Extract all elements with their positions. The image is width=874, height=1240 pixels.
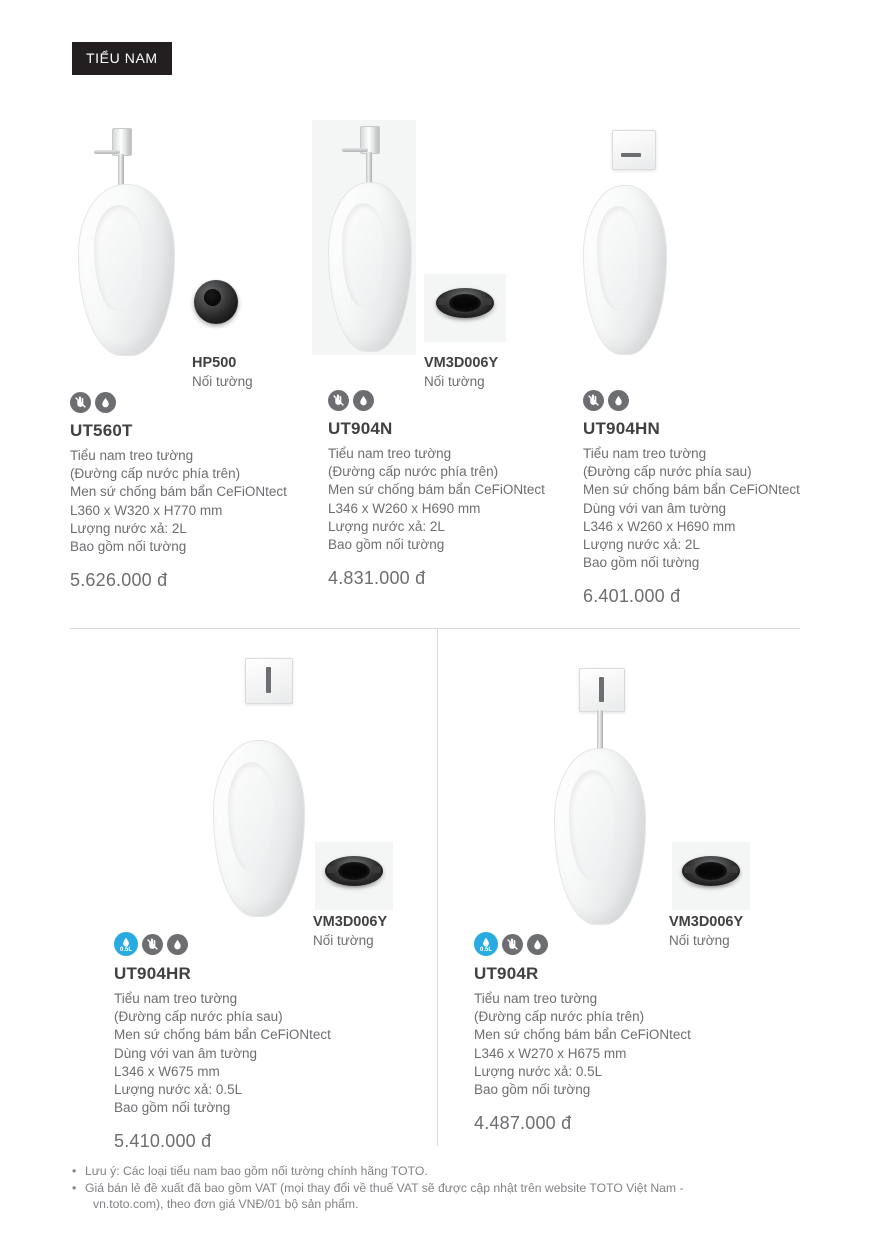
icon-group bbox=[328, 390, 578, 411]
product-price: 5.626.000 đ bbox=[70, 570, 168, 591]
desc-line: Bao gồm nối tường bbox=[114, 1100, 231, 1116]
desc-line: (Đường cấp nước phía sau) bbox=[114, 1009, 283, 1025]
accessory-code: HP500 bbox=[192, 355, 237, 371]
water-inlet-hole-icon bbox=[598, 775, 603, 780]
accessory-block-vm3d006y-1 bbox=[424, 355, 574, 389]
drop-shadow bbox=[686, 880, 736, 889]
desc-line: Dùng với van âm tường bbox=[114, 1045, 258, 1061]
footnote-line: • Lưu ý: Các loại tiểu nam bao gồm nối tường chính hãng TOTO. bbox=[72, 1163, 792, 1179]
water-inlet-hole-icon bbox=[623, 211, 628, 216]
icon-group bbox=[583, 390, 843, 411]
product-image-ut904n bbox=[312, 120, 422, 355]
section-divider-horizontal bbox=[70, 628, 800, 629]
product-image-ut904hr bbox=[205, 740, 325, 920]
desc-line: Bao gồm nối tường bbox=[328, 537, 445, 553]
urinal-body-icon bbox=[583, 185, 667, 355]
drop-shadow bbox=[440, 312, 490, 321]
desc-line: Men sứ chống bám bẩn CeFiONtect bbox=[114, 1027, 331, 1043]
desc-line: L346 x W260 x H690 mm bbox=[583, 518, 736, 534]
drop-shadow bbox=[329, 880, 379, 889]
product-code: UT904R bbox=[474, 964, 539, 983]
product-image-wall-sensor-plate bbox=[612, 130, 656, 170]
desc-line: Bao gồm nối tường bbox=[583, 555, 700, 571]
footnote-text-continued: vn.toto.com), theo đơn giá VNĐ/01 bộ sản phẩm. bbox=[93, 1197, 359, 1211]
sensor-slot-icon bbox=[266, 667, 271, 693]
wall-fitting-inner-icon bbox=[338, 862, 370, 880]
urinal-body-icon bbox=[213, 740, 305, 917]
desc-line: Lượng nước xả: 2L bbox=[70, 520, 187, 536]
product-desc bbox=[114, 990, 374, 1117]
eco-water-icon bbox=[114, 932, 138, 956]
accessory-desc: Nối tường bbox=[313, 933, 374, 948]
product-image-sensor-plate-hr bbox=[245, 658, 293, 704]
desc-line: Men sứ chống bám bẩn CeFiONtect bbox=[474, 1027, 691, 1043]
icon-group bbox=[70, 392, 330, 413]
eco-water-icon bbox=[474, 932, 498, 956]
desc-line: (Đường cấp nước phía trên) bbox=[328, 464, 499, 480]
product-desc bbox=[583, 445, 843, 572]
product-desc bbox=[328, 445, 578, 554]
water-drop-icon bbox=[353, 390, 374, 411]
desc-line: Tiểu nam treo tường bbox=[583, 446, 707, 461]
product-code: UT560T bbox=[70, 421, 133, 440]
product-price: 4.831.000 đ bbox=[328, 568, 426, 589]
product-image-sensor-plate-r bbox=[579, 668, 625, 712]
wall-fitting-tab-icon bbox=[684, 866, 693, 873]
water-inlet-hole-icon bbox=[257, 767, 262, 772]
wall-fitting-inner-icon bbox=[695, 862, 727, 880]
desc-line: (Đường cấp nước phía trên) bbox=[70, 466, 241, 482]
water-drop-icon bbox=[608, 390, 629, 411]
eco-water-label: 0.5L bbox=[479, 947, 492, 953]
desc-line: Lượng nước xả: 0.5L bbox=[114, 1082, 243, 1098]
product-image-hp500 bbox=[194, 280, 238, 324]
product-image-ut560t bbox=[70, 128, 190, 358]
product-price: 6.401.000 đ bbox=[583, 586, 681, 607]
accessory-code: VM3D006Y bbox=[313, 914, 388, 930]
footnote-line bbox=[72, 1180, 792, 1212]
wall-fitting-tab-icon bbox=[438, 298, 447, 305]
product-desc bbox=[474, 990, 734, 1099]
eco-water-label: 0.5L bbox=[119, 947, 132, 953]
product-block-ut560t bbox=[70, 392, 330, 591]
accessory-block-hp500 bbox=[192, 355, 342, 389]
product-image-ut904r bbox=[540, 710, 665, 922]
product-price: 4.487.000 đ bbox=[474, 1113, 572, 1134]
product-image-vm3d006y-3 bbox=[682, 850, 740, 892]
desc-line: L360 x W320 x H770 mm bbox=[70, 502, 223, 518]
wall-fitting-tab-icon bbox=[327, 866, 336, 873]
water-drop-icon bbox=[527, 934, 548, 955]
sensor-slot-icon bbox=[599, 677, 604, 702]
desc-line: Men sứ chống bám bẩn CeFiONtect bbox=[583, 482, 800, 498]
footnote-text: Giá bán lẻ đề xuất đã bao gồm VAT (mọi thay đổi về thuế VAT sẽ được cập nhật trên website TOTO Việt Nam - bbox=[85, 1181, 684, 1195]
no-touch-icon bbox=[583, 390, 604, 411]
accessory-desc: Nối tường bbox=[669, 933, 730, 948]
water-inlet-hole-icon bbox=[125, 211, 130, 216]
desc-line: L346 x W270 x H675 mm bbox=[474, 1045, 627, 1061]
desc-line: Bao gồm nối tường bbox=[474, 1082, 591, 1098]
no-touch-icon bbox=[142, 934, 163, 955]
desc-line: L346 x W260 x H690 mm bbox=[328, 500, 481, 516]
product-code: UT904N bbox=[328, 419, 393, 438]
wall-fitting-tab-icon bbox=[372, 866, 381, 873]
desc-line: Tiểu nam treo tường bbox=[328, 446, 452, 461]
product-block-ut904r bbox=[474, 932, 734, 1134]
urinal-body-icon bbox=[78, 184, 175, 356]
desc-line: (Đường cấp nước phía sau) bbox=[583, 464, 752, 480]
category-badge: TIỂU NAM bbox=[72, 42, 172, 75]
product-image-vm3d006y-1 bbox=[436, 282, 494, 324]
desc-line: Dùng với van âm tường bbox=[583, 500, 727, 516]
no-touch-icon bbox=[502, 934, 523, 955]
product-image-vm3d006y-2 bbox=[325, 850, 383, 892]
desc-line: (Đường cấp nước phía trên) bbox=[474, 1009, 645, 1025]
accessory-desc: Nối tường bbox=[192, 374, 253, 389]
water-inlet-hole-icon bbox=[368, 208, 373, 213]
valve-arm-icon bbox=[342, 148, 368, 152]
accessory-code: VM3D006Y bbox=[424, 355, 499, 371]
desc-line: Tiểu nam treo tường bbox=[114, 991, 238, 1006]
no-touch-icon bbox=[328, 390, 349, 411]
desc-line: Lượng nước xả: 2L bbox=[328, 518, 445, 534]
urinal-body-icon bbox=[328, 182, 412, 352]
section-divider-vertical bbox=[437, 628, 438, 1146]
desc-line: Men sứ chống bám bẩn CeFiONtect bbox=[70, 484, 287, 500]
desc-line: L346 x W675 mm bbox=[114, 1063, 220, 1079]
desc-line: Tiểu nam treo tường bbox=[474, 991, 598, 1006]
product-price: 5.410.000 đ bbox=[114, 1131, 212, 1152]
supply-pipe-icon bbox=[597, 710, 603, 752]
wall-fitting-tab-icon bbox=[483, 298, 492, 305]
urinal-body-icon bbox=[554, 748, 646, 925]
accessory-desc: Nối tường bbox=[424, 374, 485, 389]
product-block-ut904hn bbox=[583, 390, 843, 607]
accessory-code: VM3D006Y bbox=[669, 914, 744, 930]
desc-line: Lượng nước xả: 0.5L bbox=[474, 1063, 603, 1079]
product-code: UT904HR bbox=[114, 964, 191, 983]
icon-group bbox=[474, 932, 734, 956]
wall-fitting-inner-icon bbox=[449, 294, 481, 312]
desc-line: Bao gồm nối tường bbox=[70, 539, 187, 555]
icon-group bbox=[114, 932, 374, 956]
wall-fitting-tab-icon bbox=[729, 866, 738, 873]
no-touch-icon bbox=[70, 392, 91, 413]
desc-line: Men sứ chống bám bẩn CeFiONtect bbox=[328, 482, 545, 498]
desc-line: Lượng nước xả: 2L bbox=[583, 537, 700, 553]
footnotes bbox=[72, 1163, 792, 1213]
water-drop-icon bbox=[167, 934, 188, 955]
water-drop-icon bbox=[95, 392, 116, 413]
valve-arm-icon bbox=[94, 150, 120, 154]
desc-line: Tiểu nam treo tường bbox=[70, 448, 194, 463]
product-image-ut904hn bbox=[575, 185, 685, 355]
product-block-ut904hr bbox=[114, 932, 374, 1152]
product-code: UT904HN bbox=[583, 419, 660, 438]
product-desc bbox=[70, 447, 330, 556]
product-block-ut904n bbox=[328, 390, 578, 589]
sensor-slot-icon bbox=[621, 153, 641, 157]
